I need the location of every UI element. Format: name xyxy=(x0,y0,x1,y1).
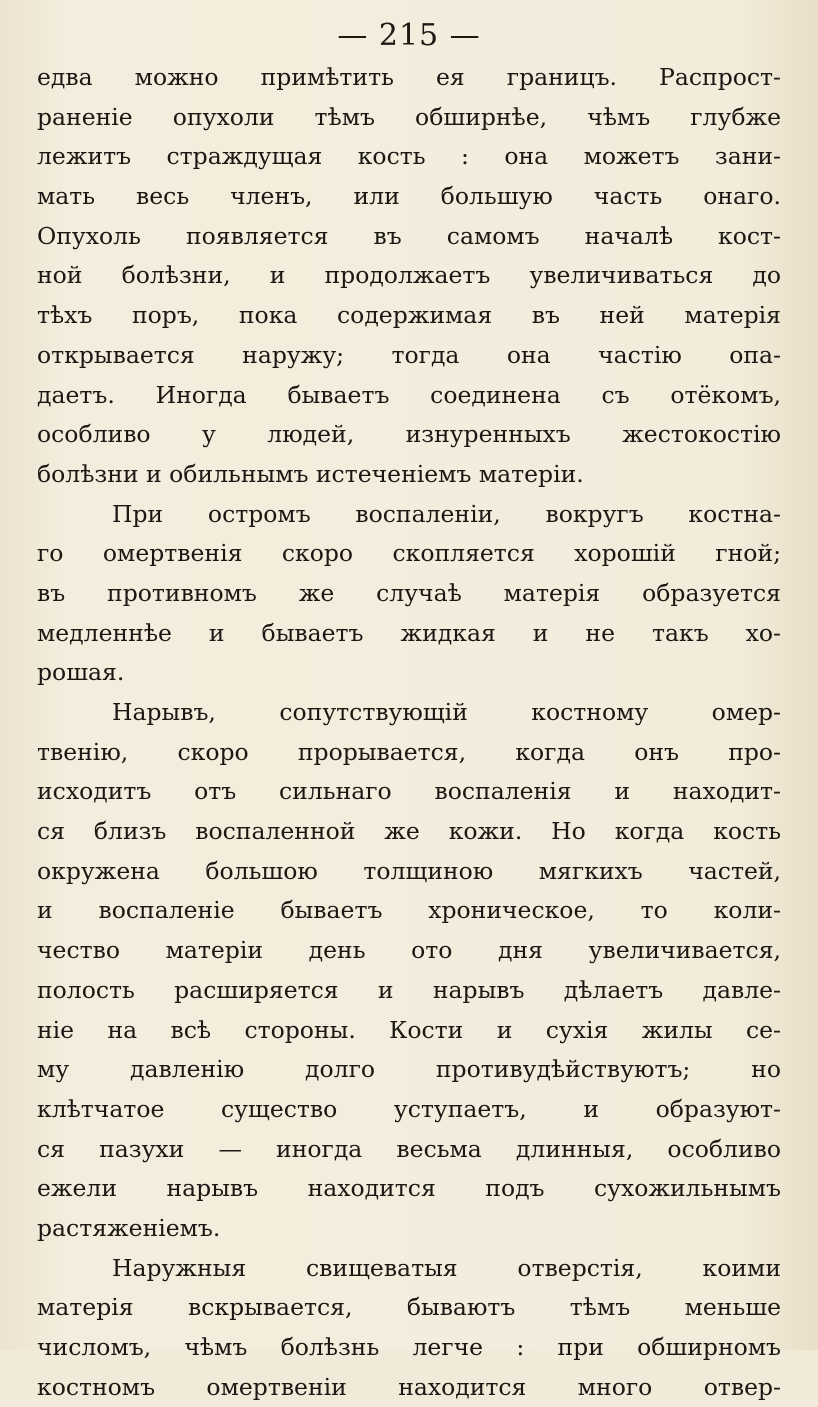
page-number: — 215 — xyxy=(337,18,481,53)
text-line: ной болѣзни, и продолжаетъ увеличиваться до xyxy=(37,261,781,290)
text-line: и воспаленіе бываетъ хроническое, то коли- xyxy=(37,896,781,925)
text-line: медленнѣе и бываетъ жидкая и не такъ хо- xyxy=(37,618,781,647)
text-line: чество матеріи день ото дня увеличивается, xyxy=(37,936,781,965)
text-line: ніе на всѣ стороны. Кости и сухія жилы се- xyxy=(37,1015,781,1044)
text-line: растяженіемъ. xyxy=(37,1213,221,1242)
text-line: открывается наружу; тогда она частію опа- xyxy=(37,340,781,369)
text-line: твенію, скоро прорывается, когда онъ про- xyxy=(37,737,781,766)
text-line: му давленію долго противудѣйствуютъ; но xyxy=(37,1055,781,1084)
text-line: ся близъ воспаленной же кожи. Но когда кость xyxy=(37,817,781,846)
text-line: окружена большою толщиною мягкихъ частей, xyxy=(37,856,781,885)
text-line: исходитъ отъ сильнаго воспаленія и находит- xyxy=(37,777,781,806)
body-text xyxy=(37,58,781,1407)
text-line: лежитъ страждущая кость : она можетъ зани- xyxy=(37,142,781,171)
text-line: едва можно примѣтить ея границъ. Распрост- xyxy=(37,63,781,91)
text-line: Опухоль появляется въ самомъ началѣ кост- xyxy=(37,221,781,250)
text-line: ежели нарывъ находится подъ сухожильнымъ xyxy=(37,1174,781,1203)
text-line: мать весь членъ, или большую часть онаго. xyxy=(37,182,781,211)
text-line: клѣтчатое существо уступаетъ, и образуют- xyxy=(37,1094,781,1123)
text-line: Нарывъ, сопутствующій костному омер- xyxy=(112,698,781,726)
text-line: ся пазухи — иногда весьма длинныя, особливо xyxy=(37,1134,781,1163)
text-line: Наружныя свищеватыя отверстія, коими xyxy=(112,1253,781,1282)
text-line: При остромъ воспаленіи, вокругъ костна- xyxy=(112,499,781,528)
text-line: костномъ омертвеніи находится много отвер- xyxy=(37,1372,781,1401)
text-line: рошая. xyxy=(37,658,125,687)
text-line: тѣхъ поръ, пока содержимая въ ней матерія xyxy=(37,301,781,330)
text-line: особливо у людей, изнуренныхъ жестокостію xyxy=(37,420,781,449)
text-line: числомъ, чѣмъ болѣзнь легче : при обширномъ xyxy=(37,1333,781,1361)
text-line: го омертвенія скоро скопляется хорошій гной; xyxy=(37,539,781,568)
text-line: полость расширяется и нарывъ дѣлаетъ давле- xyxy=(37,975,781,1004)
text-line: въ противномъ же случаѣ матерія образуется xyxy=(37,578,781,607)
text-line: матерія вскрывается, бываютъ тѣмъ меньше xyxy=(37,1293,781,1322)
text-line: даетъ. Иногда бываетъ соединена съ отёкомъ, xyxy=(37,380,781,409)
text-line: раненіе опухоли тѣмъ обширнѣе, чѣмъ глубже xyxy=(37,102,781,131)
text-line: болѣзни и обильнымъ истеченіемъ матеріи. xyxy=(37,459,584,488)
